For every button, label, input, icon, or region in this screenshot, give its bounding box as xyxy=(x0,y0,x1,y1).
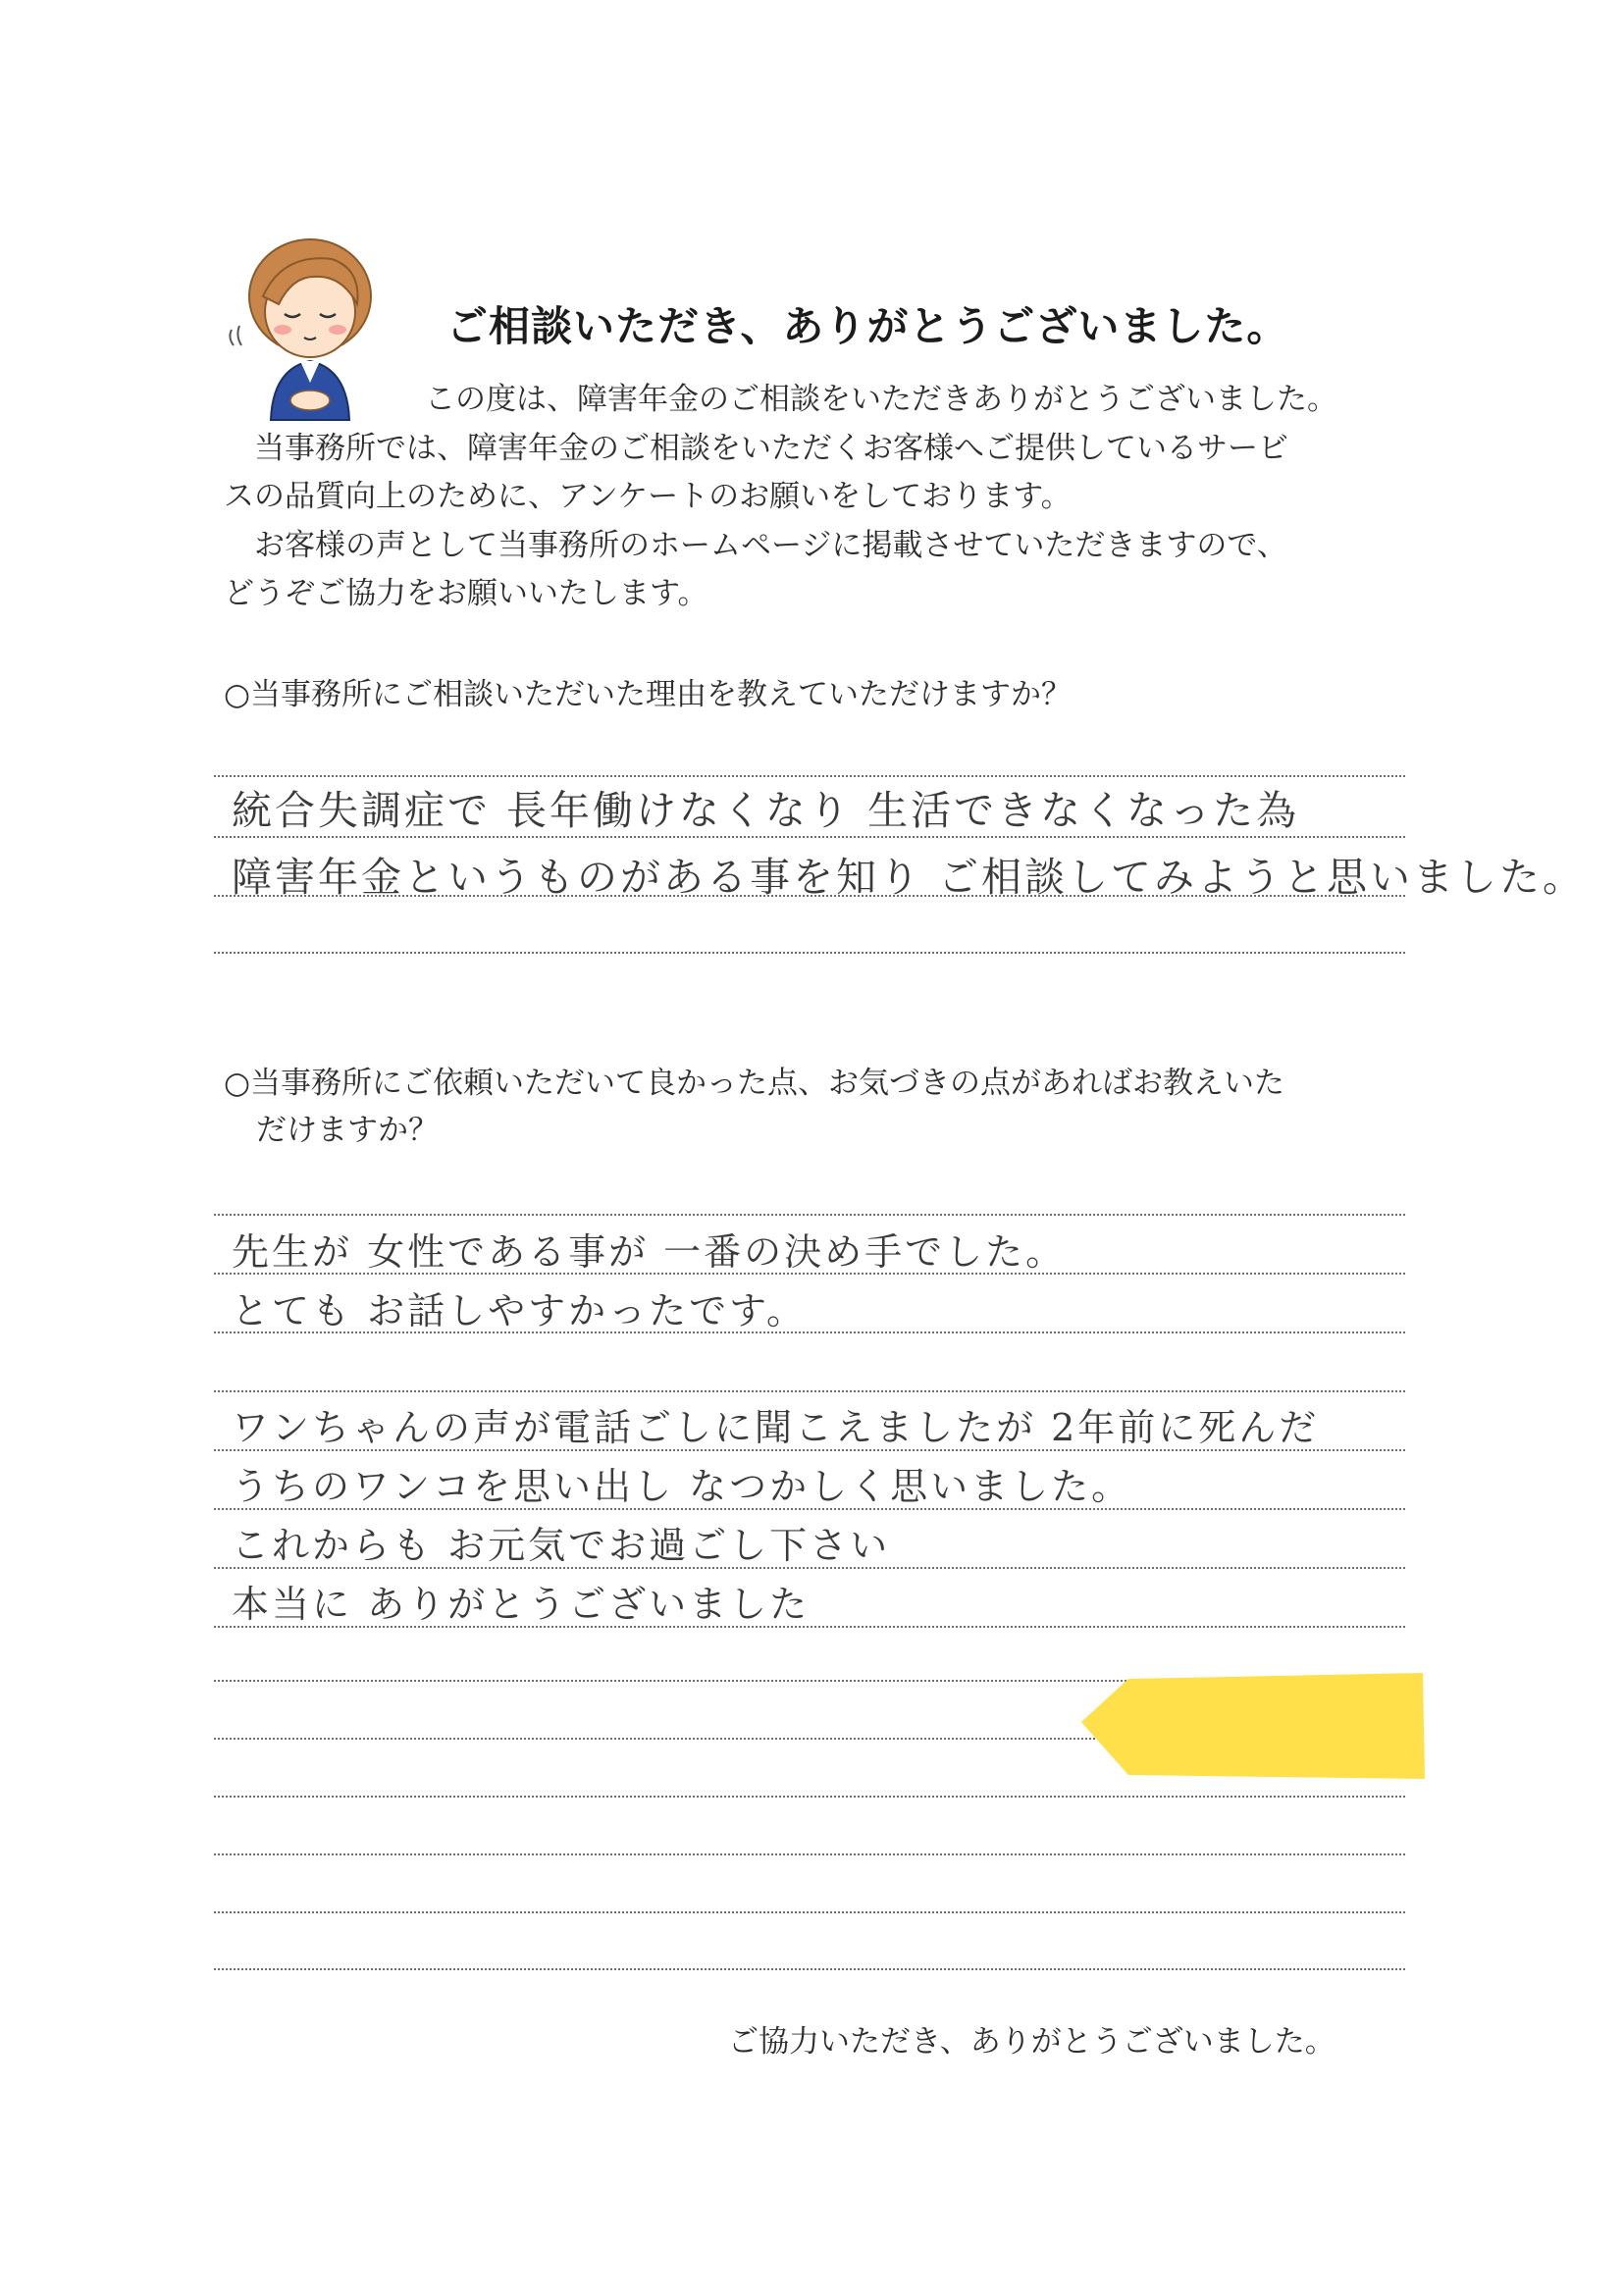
intro-line: スの品質向上のために、アンケートのお願いをしております。 xyxy=(224,479,1072,514)
handwritten-answer-line: とても お話しやすかったです。 xyxy=(232,1289,808,1332)
handwritten-answer-line: 本当に ありがとうございました xyxy=(232,1583,811,1626)
question-2-line: ○当事務所にご依頼いただいて良かった点、お気づきの点があればお教えいた xyxy=(224,1066,1285,1101)
intro-line: 当事務所では、障害年金のご相談をいただくお客様へご提供しているサービ xyxy=(254,430,1288,466)
intro-line: どうぞご協力をお願いいたします。 xyxy=(224,576,708,611)
answer-rule xyxy=(214,836,1405,838)
answer-rule xyxy=(214,1390,1405,1392)
question-2 xyxy=(224,1060,1284,1154)
handwritten-answer-line: 統合失調症で 長年働けなくなり 生活できなくなった為 xyxy=(232,787,1300,834)
question-2-line: だけますか？ xyxy=(256,1113,439,1148)
sticky-tab xyxy=(1081,1673,1425,1781)
page-title: ご相談いただき、ありがとうございました。 xyxy=(446,302,1289,350)
answer-rule xyxy=(214,1214,1405,1216)
closing-message: ご協力いただき、ありがとうございました。 xyxy=(728,2024,1335,2060)
question-1: ○当事務所にご相談いただいた理由を教えていただけますか？ xyxy=(224,677,1073,712)
answer-rule xyxy=(214,1796,1405,1798)
handwritten-answer-line: 障害年金というものがある事を知り ご相談してみようと思いました。 xyxy=(232,854,1587,901)
answer-rule xyxy=(214,1853,1405,1855)
handwritten-answer-line: 先生が 女性である事が 一番の決め手でした。 xyxy=(232,1230,1067,1274)
handwritten-answer-line: ワンちゃんの声が電話ごしに聞こえましたが 2年前に死んだ xyxy=(232,1406,1320,1449)
answer-rule xyxy=(214,775,1405,777)
handwritten-answer-line: うちのワンコを思い出し なつかしく思いました。 xyxy=(232,1465,1132,1508)
answer-rule xyxy=(214,1911,1405,1913)
answer-rule xyxy=(214,952,1405,954)
intro-text xyxy=(224,376,1401,619)
handwritten-answer-line: これからも お元気でお過ごし下さい xyxy=(232,1524,891,1567)
answer-rule xyxy=(214,1968,1405,1970)
intro-line: お客様の声として当事務所のホームページに掲載させていただきますので、 xyxy=(254,527,1287,563)
intro-line: この度は、障害年金のご相談をいただきありがとうございました。 xyxy=(425,382,1337,417)
